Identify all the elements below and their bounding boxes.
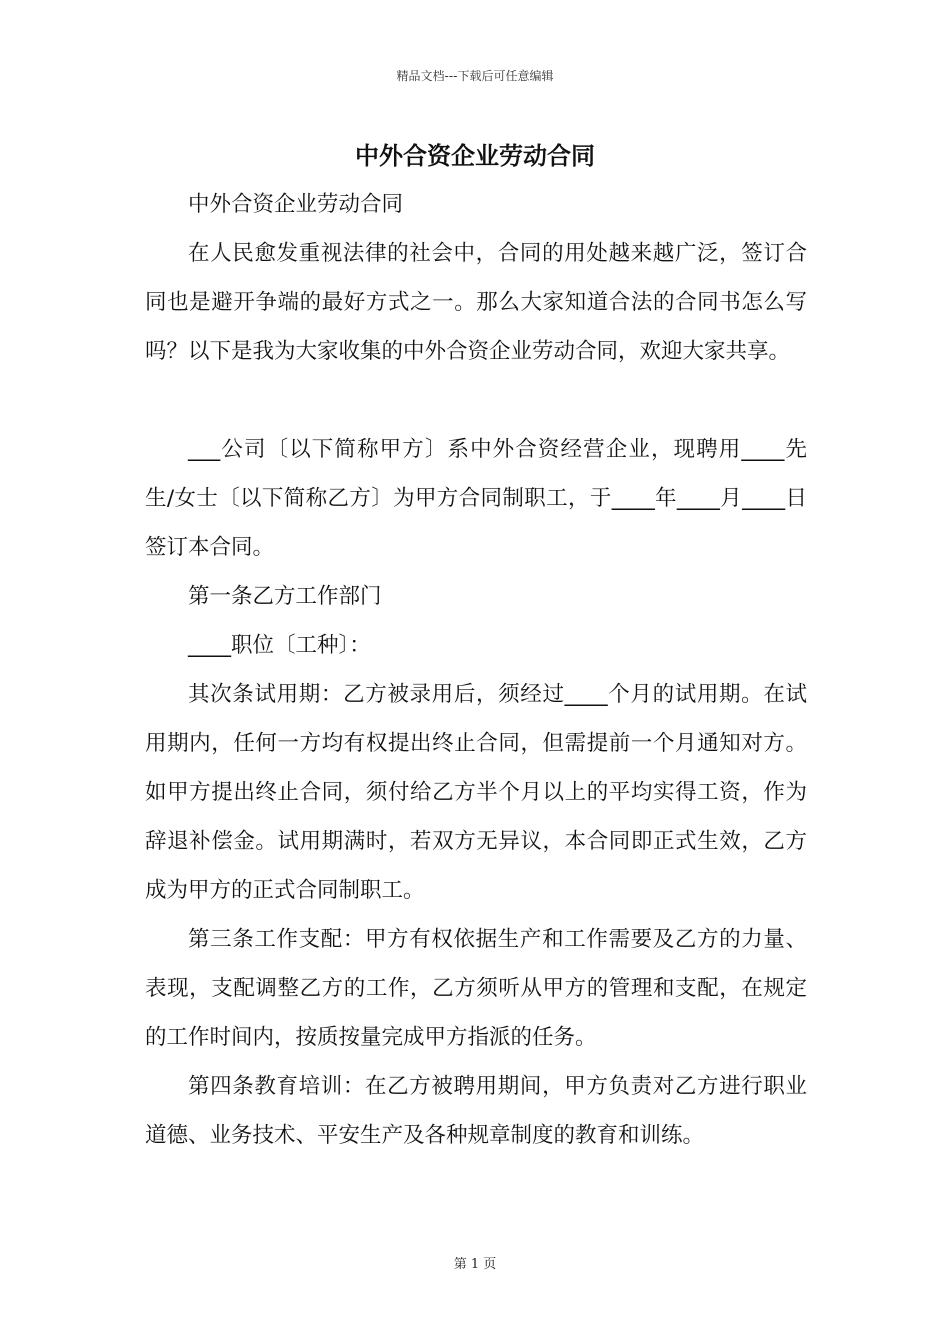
subtitle-paragraph: 中外合资企业劳动合同 xyxy=(188,192,404,217)
page-number: 第 1 页 xyxy=(453,1257,497,1272)
document-body xyxy=(145,180,807,1160)
parties-paragraph: ___公司〔以下简称甲方〕系中外合资经营企业，现聘用____先生/女士〔以下简称乙方〕为甲方合同制职工，于____年____月____日签订本合同。 xyxy=(145,437,807,560)
document-title: 中外合资企业劳动合同 xyxy=(355,142,595,170)
article-2-paragraph: 其次条试用期：乙方被录用后，须经过____个月的试用期。在试用期内，任何一方均有权提出终止合同，但需提前一个月通知对方。如甲方提出终止合同，须付给乙方半个月以上的平均实得工资，作为辞退补偿金。试用期满时，若双方无异议，本合同即正式生效，乙方成为甲方的正式合同制职工。 xyxy=(145,682,807,903)
article-4-paragraph: 第四条教育培训：在乙方被聘用期间，甲方负责对乙方进行职业道德、业务技术、平安生产及各种规章制度的教育和训练。 xyxy=(145,1074,807,1148)
article-3-paragraph: 第三条工作支配：甲方有权依据生产和工作需要及乙方的力量、表现，支配调整乙方的工作，乙方须听从甲方的管理和支配，在规定的工作时间内，按质按量完成甲方指派的任务。 xyxy=(145,927,807,1050)
page-header: 精品文档---下载后可任意编辑 xyxy=(396,69,554,83)
position-line: ____职位〔工种〕： xyxy=(188,633,371,658)
article-1-heading: 第一条乙方工作部门 xyxy=(188,584,382,609)
intro-paragraph: 在人民愈发重视法律的社会中，合同的用处越来越广泛，签订合同也是避开争端的最好方式之一。那么大家知道合法的合同书怎么写吗？以下是我为大家收集的中外合资企业劳动合同，欢迎大家共享。 xyxy=(145,241,807,364)
blank-line xyxy=(145,376,807,425)
